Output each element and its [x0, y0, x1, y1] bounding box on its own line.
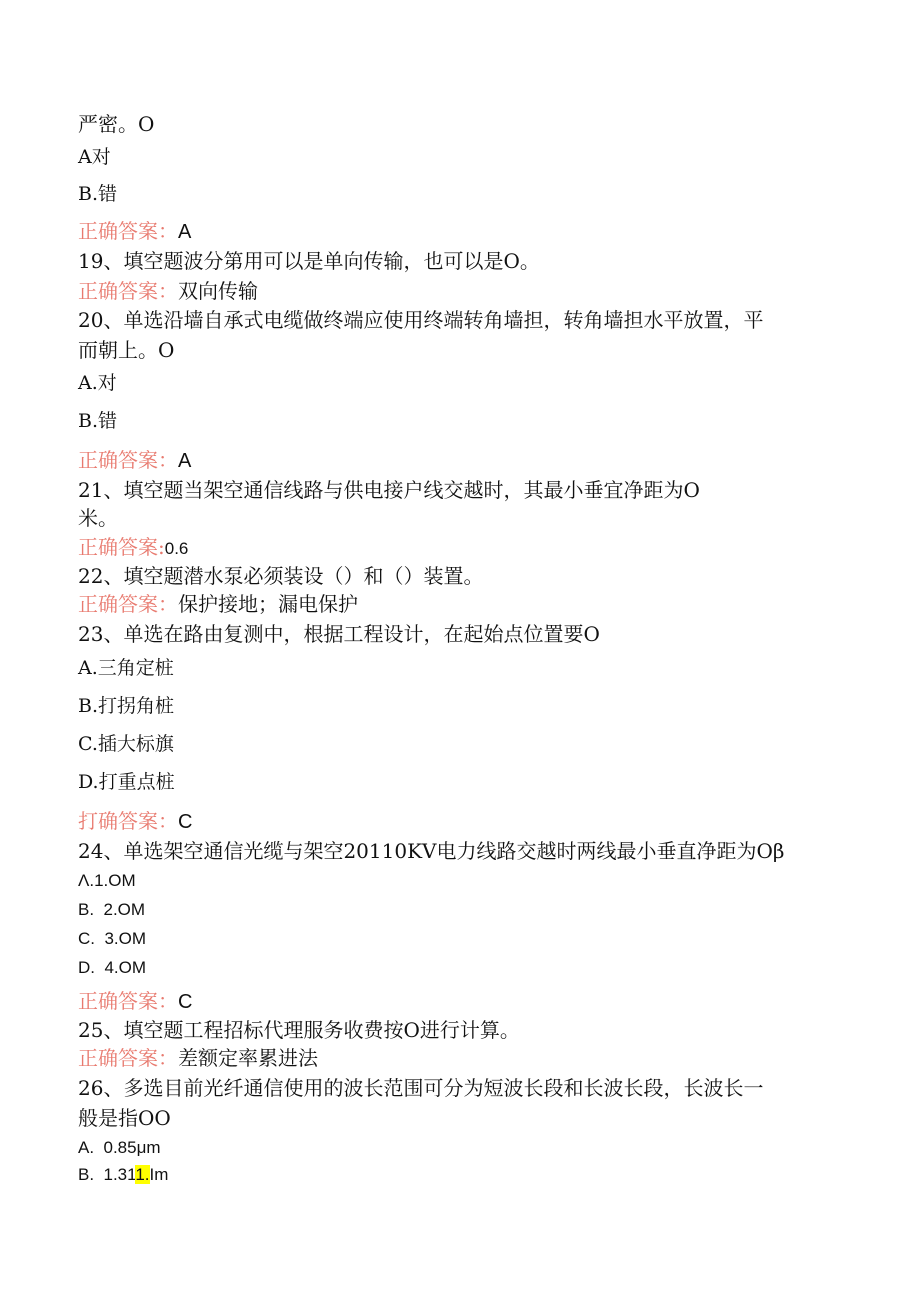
option-b: B.错 [78, 410, 118, 432]
answer-label: 正确答案： [78, 989, 178, 1013]
question-20-line-2: 而朝上。O [78, 338, 175, 362]
question-19: 19、填空题波分第用可以是单向传输，也可以是O。 [78, 249, 540, 273]
answer-label: 正确答案： [78, 279, 178, 303]
answer-line [78, 1046, 318, 1070]
option-d: D. 4.OM [78, 958, 147, 977]
answer-label: 正确答案： [78, 448, 178, 472]
answer-line [78, 592, 358, 616]
answer-value: A [178, 221, 192, 243]
answer-line [78, 989, 192, 1014]
answer-line [78, 809, 192, 834]
highlighted-text: 1. [135, 1165, 150, 1184]
option-a: A. 0.85μm [78, 1138, 161, 1157]
answer-value: 双向传输 [178, 279, 258, 303]
option-c: C. 3.OM [78, 929, 147, 948]
answer-line [78, 219, 191, 244]
answer-label: 正确答案： [78, 1046, 178, 1070]
option-d: D.打重点桩 [78, 771, 175, 793]
question-20-line-1: 20、单选沿墙自承式电缆做终端应使用终端转角墙担，转角墙担水平放置，平 [78, 308, 764, 332]
question-22: 22、填空题潜水泵必须装设（）和（）装置。 [78, 564, 484, 588]
answer-value: A [178, 450, 192, 472]
question-24: 24、单选架空通信光缆与架空20110KV电力线路交越时两线最小垂直净距为Oβ [78, 839, 785, 863]
question-26-line-1: 26、多选目前光纤通信使用的波长范围可分为短波长段和长波长段，长波长一 [78, 1076, 764, 1100]
answer-label: 正确答案： [78, 592, 178, 616]
option-a: A对 [78, 146, 111, 168]
option-b-suffix: Im [149, 1165, 169, 1184]
question-21-line-1: 21、填空题当架空通信线路与供电接户线交越时，其最小垂宜净距为O [78, 478, 700, 502]
option-b: B.打拐角桩 [78, 695, 175, 717]
question-26-line-2: 般是指OO [78, 1106, 171, 1130]
answer-value: C [178, 991, 193, 1013]
option-a: Λ.1.OM [78, 871, 136, 890]
answer-value: 0.6 [164, 539, 189, 558]
answer-value: 保护接地；漏电保护 [178, 592, 358, 616]
question-21-line-2: 米。 [78, 506, 118, 530]
question-18-tail: 严密。O [78, 112, 155, 136]
option-c: C.插大标旗 [78, 733, 174, 755]
option-b [78, 1163, 168, 1187]
answer-label: 打确答案： [78, 809, 178, 833]
option-b: B.错 [78, 183, 118, 205]
answer-line [78, 279, 258, 303]
answer-value: 差额定率累进法 [178, 1046, 318, 1070]
answer-value: C [178, 811, 193, 833]
answer-line [78, 535, 188, 561]
option-b: B. 2.OM [78, 900, 146, 919]
option-b-prefix: B. 1.31 [78, 1165, 136, 1184]
option-a: A.三角定桩 [78, 657, 174, 679]
answer-label: 正确答案： [78, 219, 178, 243]
answer-line [78, 448, 191, 473]
question-23: 23、单选在路由复测中，根据工程设计，在起始点位置要O [78, 622, 600, 646]
answer-label: 正确答案: [78, 535, 165, 559]
option-a: A.对 [78, 372, 117, 394]
question-25: 25、填空题工程招标代理服务收费按O进行计算。 [78, 1018, 520, 1042]
